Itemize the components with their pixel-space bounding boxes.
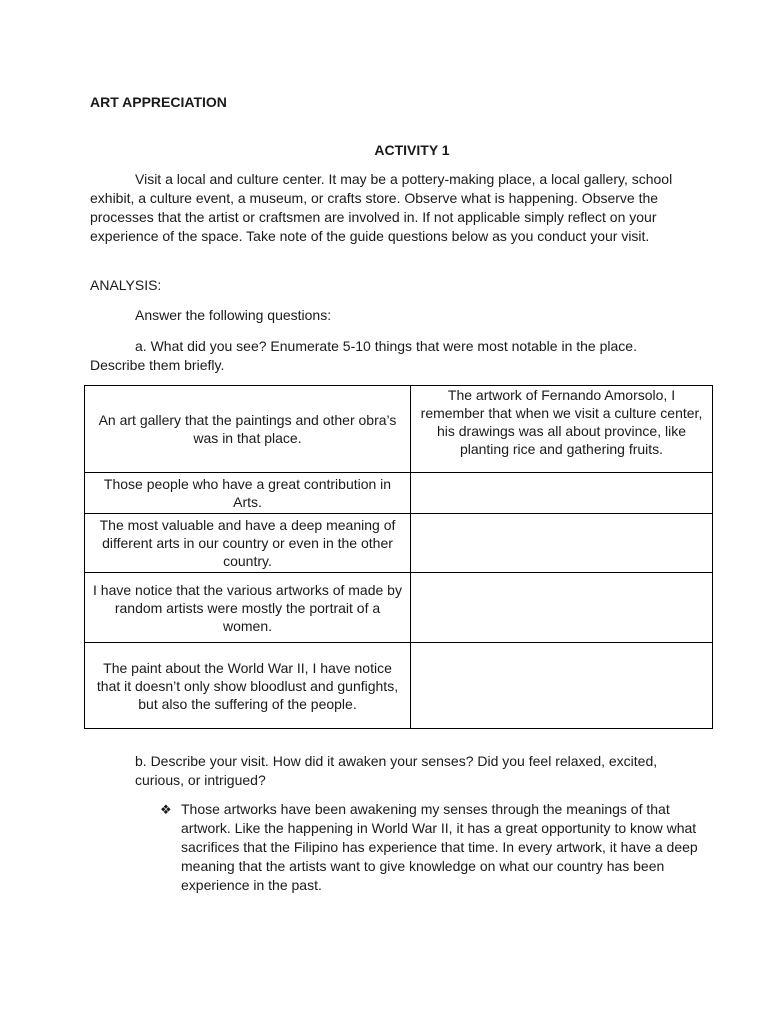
table-cell bbox=[411, 573, 713, 643]
instruction-text: Answer the following questions: bbox=[135, 307, 332, 323]
table-cell bbox=[411, 514, 713, 573]
answer-b-item bbox=[160, 800, 700, 895]
table-cell: An art gallery that the paintings and other obra’s was in that place. bbox=[85, 386, 411, 473]
question-a: a. What did you see? Enumerate 5-10 things that were most notable in the place. Describe them briefly. bbox=[90, 338, 637, 373]
table-row bbox=[85, 573, 713, 643]
question-b: b. Describe your visit. How did it awaken your senses? Did you feel relaxed, excited, curious, or intrigued? bbox=[135, 753, 658, 788]
table-cell bbox=[411, 643, 713, 729]
table-row bbox=[85, 386, 713, 473]
table-cell: I have notice that the various artworks of made by random artists were mostly the portrait of a women. bbox=[85, 573, 411, 643]
document-title: ART APPRECIATION bbox=[90, 94, 227, 110]
table-cell: The artwork of Fernando Amorsolo, I remember that when we visit a culture center, his drawings was all about province, like planting rice and gathering fruits. bbox=[411, 386, 713, 473]
table-cell: The paint about the World War II, I have notice that it doesn’t only show bloodlust and gunfights, but also the suffering of the people. bbox=[85, 643, 411, 729]
table-cell bbox=[411, 473, 713, 514]
answer-b-text: Those artworks have been awakening my senses through the meanings of that artwork. Like the happening in World War II, it has a great opportunity to know what sacrifices that the Filipino has experience that time. In every artwork, it have a deep meaning that the artists want to give knowledge on what our country has been experience in the past. bbox=[181, 801, 698, 893]
table-cell: The most valuable and have a deep meaning of different arts in our country or even in the other country. bbox=[85, 514, 411, 573]
intro-paragraph: Visit a local and culture center. It may be a pottery-making place, a local gallery, school exhibit, a culture event, a museum, or crafts store. Observe what is happening. Observe the processes that the artist or craftsmen are involved in. If not applicable simply reflect on your experience of the space. Take note of the guide questions below as you conduct your visit. bbox=[90, 171, 673, 244]
analysis-label: ANALYSIS: bbox=[90, 277, 162, 293]
table-row bbox=[85, 643, 713, 729]
table-row bbox=[85, 473, 713, 514]
table-row bbox=[85, 514, 713, 573]
activity-title: ACTIVITY 1 bbox=[374, 142, 450, 158]
table-cell: Those people who have a great contribution in Arts. bbox=[85, 473, 411, 514]
diamond-bullet-icon: ❖ bbox=[160, 802, 172, 817]
answers-table bbox=[84, 385, 713, 729]
